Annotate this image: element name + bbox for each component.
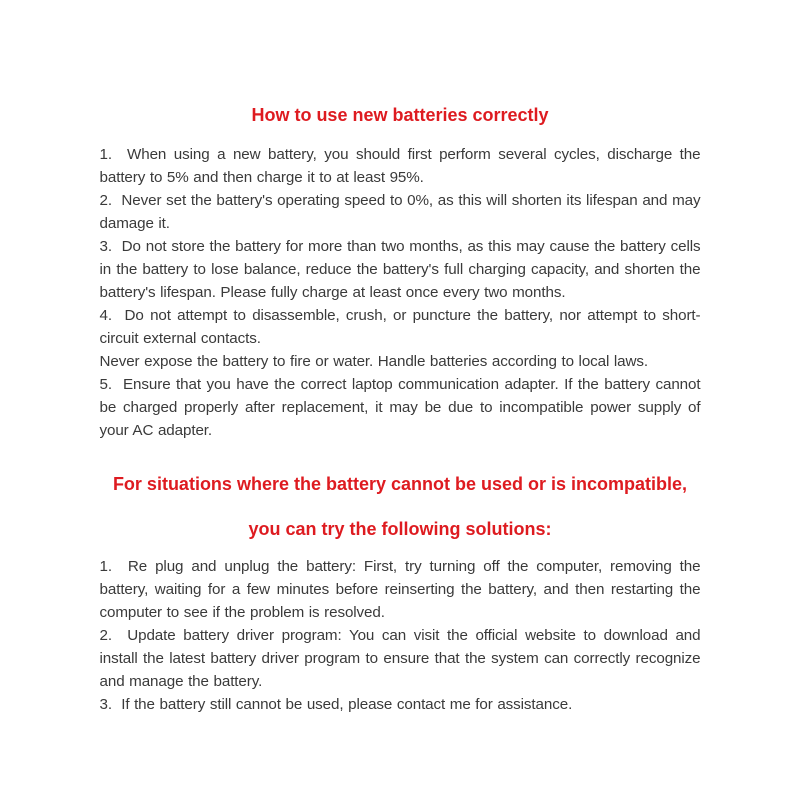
solution-item-3: 3. If the battery still cannot be used, please contact me for assistance. (99, 696, 573, 713)
instruction-item-4: 4. Do not attempt to disassemble, crush, or puncture the battery, nor attempt to short-circuit external contacts. (99, 307, 701, 347)
section-1-title: How to use new batteries correctly (251, 105, 549, 125)
solution-item-1: 1. Re plug and unplug the battery: First, try turning off the computer, removing the battery, waiting for a few minutes before reinserting the battery, and then restarting the computer to see if the problem is resolved. (99, 558, 701, 621)
instruction-item-5: 5. Ensure that you have the correct laptop communication adapter. If the battery cannot be charged properly after replacement, it may be due to incompatible power supply of your AC adapter. (99, 376, 701, 439)
solution-item-2: 2. Update battery driver program: You can visit the official website to download and install the latest battery driver program to ensure that the system can correctly recognize and manage the battery. (99, 627, 701, 690)
instruction-item-3: 3. Do not store the battery for more than two months, as this may cause the battery cells in the battery to lose balance, reduce the battery's full charging capacity, and shorten the battery's lifespan. Please fully charge at least once every two months. (99, 238, 701, 301)
section-2-title-line-2: you can try the following solutions: (248, 519, 552, 539)
instruction-item-1: 1. When using a new battery, you should first perform several cycles, discharge the battery to 5% and then charge it to at least 95%. (99, 146, 701, 186)
section-2-title-line-1: For situations where the battery cannot be used or is incompatible, (112, 474, 688, 494)
instruction-item-2: 2. Never set the battery's operating speed to 0%, as this will shorten its lifespan and may damage it. (99, 192, 701, 232)
instruction-note-fire-water: Never expose the battery to fire or water. Handle batteries according to local laws. (99, 353, 649, 370)
document-page (100, 0, 701, 716)
